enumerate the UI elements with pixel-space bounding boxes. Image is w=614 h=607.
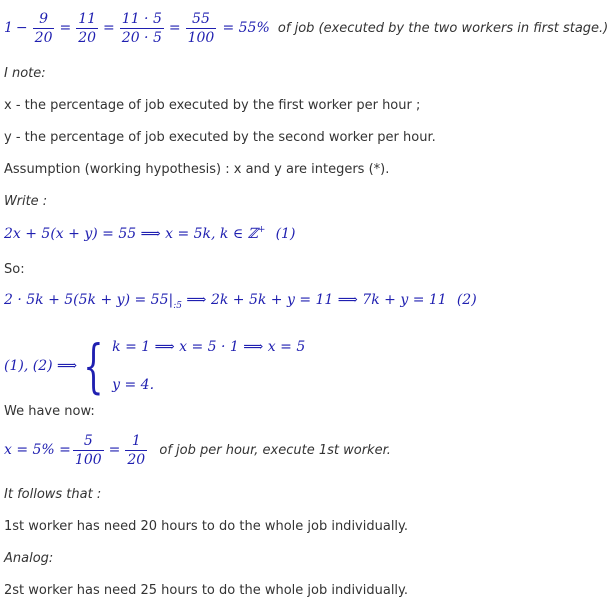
- fraction-9-20: [33, 10, 55, 47]
- superscript-plus: +: [257, 225, 266, 235]
- note-text: I note:: [4, 66, 46, 81]
- math-equals: =: [103, 20, 115, 36]
- system-row-1: k = 1 ⟹ x = 5 · 1 ⟹ x = 5: [112, 339, 306, 355]
- equation-left: 2 · 5k + 5(5k + y) = 55|: [4, 292, 174, 308]
- math-equals: =: [108, 442, 121, 458]
- fraction-5-100: [73, 432, 104, 469]
- fraction-denominator: 20: [127, 452, 146, 468]
- math-equals: =: [168, 20, 181, 36]
- second-worker-text: 2st worker has need 25 hours to do the whole job individually.: [4, 583, 409, 598]
- fraction-1-20: [125, 432, 147, 469]
- fraction-denominator: 20: [34, 30, 53, 46]
- math-minus: −: [15, 20, 28, 36]
- first-worker-text: 1st worker has need 20 hours to do the whole job individually.: [4, 519, 409, 534]
- fraction-denominator: 20 · 5: [121, 30, 162, 46]
- fraction-numerator: 11: [78, 11, 97, 27]
- equation-caption: of job per hour, execute 1st worker.: [159, 443, 391, 458]
- fraction-numerator: 1: [125, 432, 147, 451]
- system-row-2: y = 4.: [112, 377, 155, 393]
- write-text: Write :: [4, 194, 48, 209]
- equation-line-3: [4, 292, 477, 311]
- math-one: 1: [4, 20, 13, 36]
- y-definition: y - the percentage of job executed by the second worker per hour.: [4, 130, 436, 145]
- assumption-text: Assumption (working hypothesis) : x and y are integers (*).: [4, 162, 390, 177]
- subscript-divide: :5: [173, 301, 182, 311]
- follows-text: It follows that :: [4, 487, 102, 502]
- so-text: So:: [4, 262, 25, 277]
- fraction-denominator: 100: [74, 452, 102, 468]
- fraction-denominator: 100: [187, 30, 215, 46]
- fraction-11-20: [76, 10, 98, 47]
- left-brace: {: [83, 332, 104, 400]
- equation-line-1: [4, 10, 608, 47]
- equation-expression: 2x + 5(x + y) = 55 ⟹ x = 5k, k ∈ ℤ: [4, 226, 258, 242]
- fraction-55-100-expanded: [120, 10, 164, 47]
- x-definition: x - the percentage of job executed by the first worker per hour ;: [4, 98, 421, 113]
- equation-reference: (1): [275, 226, 296, 242]
- system-rows: [112, 328, 305, 404]
- system-left: (1), (2) ⟹: [4, 358, 78, 374]
- equation-system: [4, 328, 305, 404]
- have-now-text: We have now:: [4, 404, 95, 419]
- equation-left: x = 5% =: [4, 442, 71, 458]
- fraction-numerator: 5: [73, 432, 104, 451]
- analog-text: Analog:: [4, 551, 54, 566]
- fraction-numerator: 11 · 5: [121, 11, 162, 27]
- equation-caption: of job (executed by the two workers in first stage.): [277, 21, 609, 36]
- fraction-numerator: 55: [186, 10, 217, 29]
- equation-line-2: [4, 225, 295, 242]
- math-equals: =: [59, 20, 72, 36]
- math-result: = 55%: [222, 20, 270, 36]
- equation-reference: (2): [456, 292, 477, 308]
- equation-line-5: [4, 432, 391, 469]
- fraction-55-100: [186, 10, 217, 47]
- fraction-denominator: 20: [78, 30, 97, 46]
- equation-right: ⟹ 2k + 5k + y = 11 ⟹ 7k + y = 11: [181, 292, 447, 308]
- fraction-numerator: 9: [33, 10, 55, 29]
